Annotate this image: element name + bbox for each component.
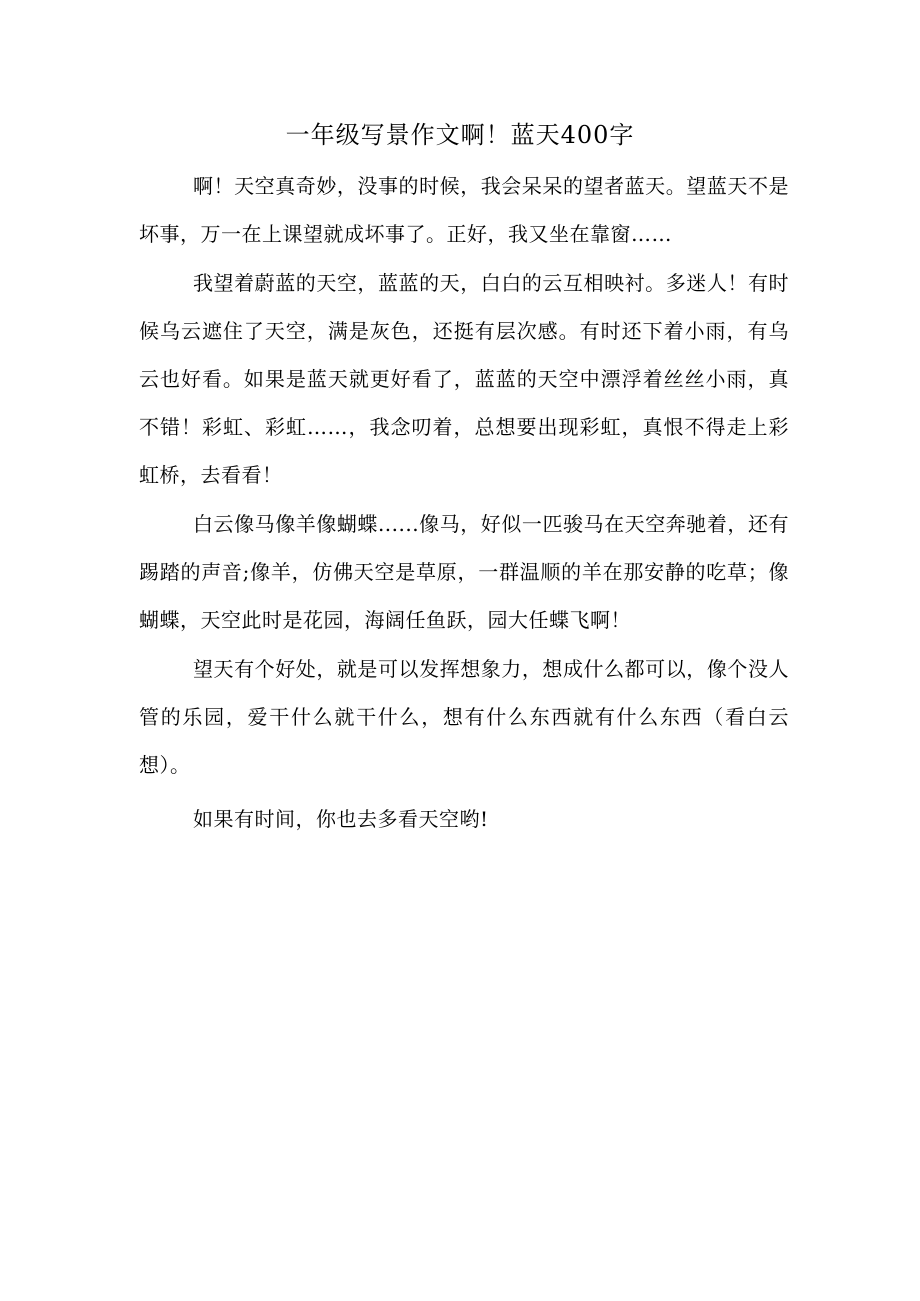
paragraph-1: 啊！天空真奇妙，没事的时候，我会呆呆的望者蓝天。望蓝天不是坏事，万一在上课望就成坏事了。正好，我又坐在靠窗…… bbox=[139, 174, 789, 246]
paragraph-2: 我望着蔚蓝的天空，蓝蓝的天，白白的云互相映衬。多迷人！有时候乌云遮住了天空，满是灰色，还挺有层次感。有时还下着小雨，有乌云也好看。如果是蓝天就更好看了，蓝蓝的天空中漂浮着丝丝小雨，真不错！彩虹、彩虹……，我念叨着，总想要出现彩虹，真恨不得走上彩虹桥，去看看！ bbox=[139, 271, 789, 487]
document-title: 一年级写景作文啊！蓝天400字 bbox=[285, 121, 635, 149]
paragraph-3: 白云像马像羊像蝴蝶......像马，好似一匹骏马在天空奔驰着，还有踢踏的声音;像羊，仿佛天空是草原，一群温顺的羊在那安静的吃草；像蝴蝶，天空此时是花园，海阔任鱼跃，园大任蝶飞啊！ bbox=[139, 512, 789, 632]
paragraph-5: 如果有时间，你也去多看天空哟! bbox=[193, 807, 489, 831]
paragraph-4: 望天有个好处，就是可以发挥想象力，想成什么都可以，像个没人管的乐园，爱干什么就干什么，想有什么东西就有什么东西（看白云想）。 bbox=[139, 657, 789, 777]
